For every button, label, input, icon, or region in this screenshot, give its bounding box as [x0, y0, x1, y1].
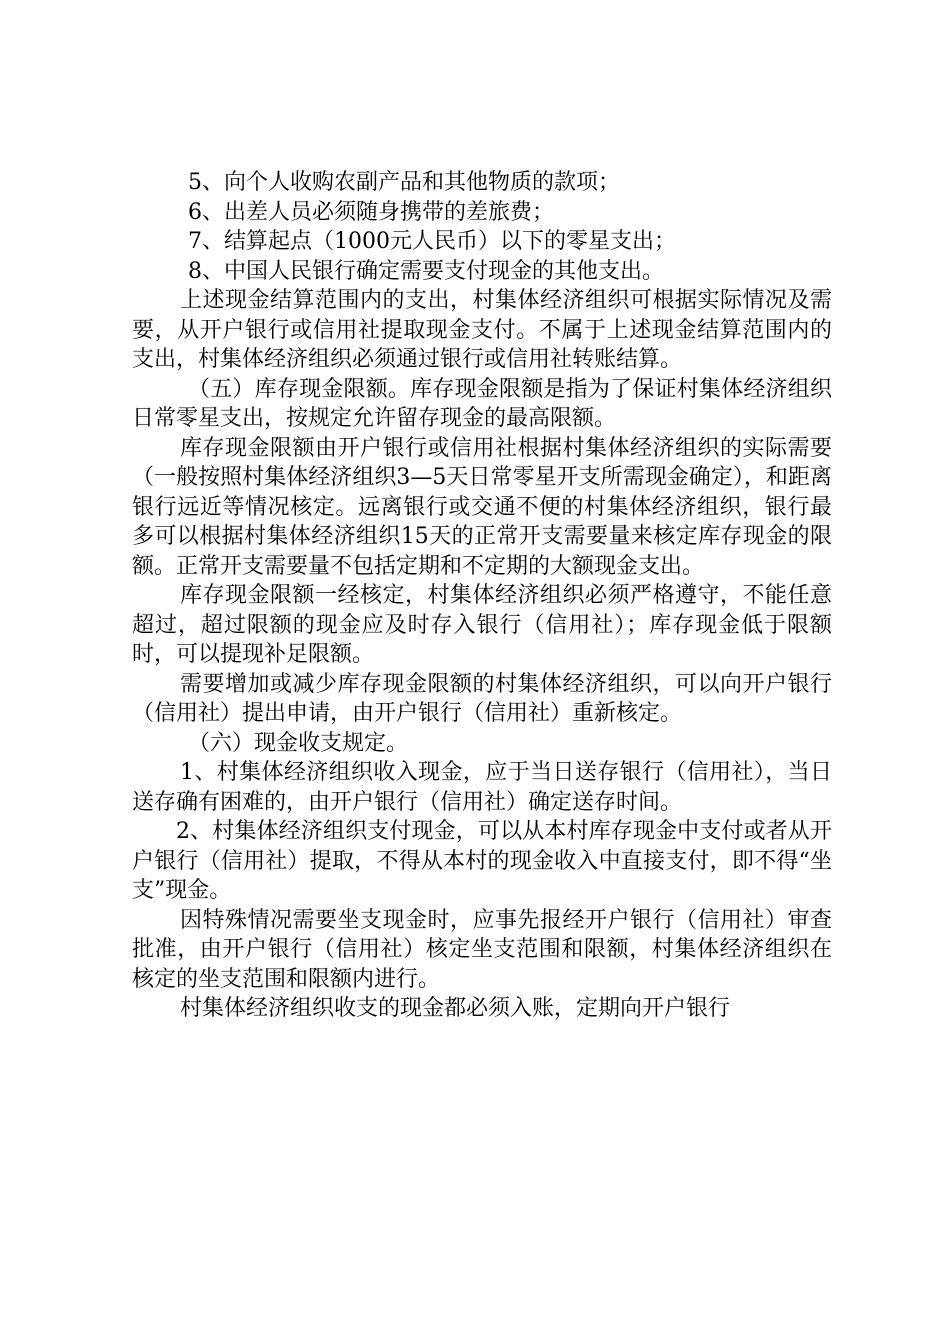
paragraph-special-circumstances: 因特殊情况需要坐支现金时，应事先报经开户银行（信用社）审查批准，由开户银行（信用社）核定坐支范围和限额，村集体经济组织在核定的坐支范围和限额内进行。	[132, 907, 832, 992]
paragraph-cash-limit-determination: 库存现金限额由开户银行或信用社根据村集体经济组织的实际需要（一般按照村集体经济组织3—5天日常零星开支所需现金确定），和距离银行远近等情况核定。远离银行或交通不便的村集体经济组织，银行最多可以根据村集体经济组织15天的正常开支需要量来核定库存现金的限额。正常开支需要量不包括定期和不定期的大额现金支出。	[132, 435, 832, 579]
list-item-5: 5、向个人收购农副产品和其他物质的款项；	[188, 170, 620, 195]
section-heading-5-cash-limit: （五）库存现金限额。库存现金限额是指为了保证村集体经济组织日常零星支出，按规定允许留存现金的最高限额。	[132, 376, 832, 431]
list-item-6: 6、出差人员必须随身携带的差旅费；	[188, 199, 554, 225]
paragraph-cash-accounting: 村集体经济组织收支的现金都必须入账，定期向开户银行	[180, 996, 731, 1021]
paragraph-cash-limit-adjustment: 需要增加或减少库存现金限额的村集体经济组织，可以向开户银行（信用社）提出申请，由开户银行（信用社）重新核定。	[132, 671, 832, 726]
list-item-8: 8、中国人民银行确定需要支付现金的其他支出。	[188, 258, 664, 284]
list-item-7: 7、结算起点（1000元人民币）以下的零星支出；	[188, 229, 676, 254]
document-page	[132, 168, 832, 1024]
paragraph-cash-settlement-scope: 上述现金结算范围内的支出，村集体经济组织可根据实际情况及需要，从开户银行或信用社提取现金支付。不属于上述现金结算范围内的支出，村集体经济组织必须通过银行或信用社转账结算。	[132, 288, 832, 372]
section-heading-6-cash-rules: （六）现金收支规定。	[188, 730, 409, 756]
paragraph-rule-2-payment: 2、村集体经济组织支付现金，可以从本村库存现金中支付或者从开户银行（信用社）提取，不得从本村的现金收入中直接支付，即不得“坐支”现金。	[132, 819, 832, 903]
paragraph-cash-limit-compliance: 库存现金限额一经核定，村集体经济组织必须严格遵守，不能任意超过，超过限额的现金应及时存入银行（信用社）；库存现金低于限额时，可以提现补足限额。	[132, 583, 832, 667]
paragraph-rule-1-deposit: 1、村集体经济组织收入现金，应于当日送存银行（信用社），当日送存确有困难的，由开户银行（信用社）确定送存时间。	[132, 760, 832, 815]
